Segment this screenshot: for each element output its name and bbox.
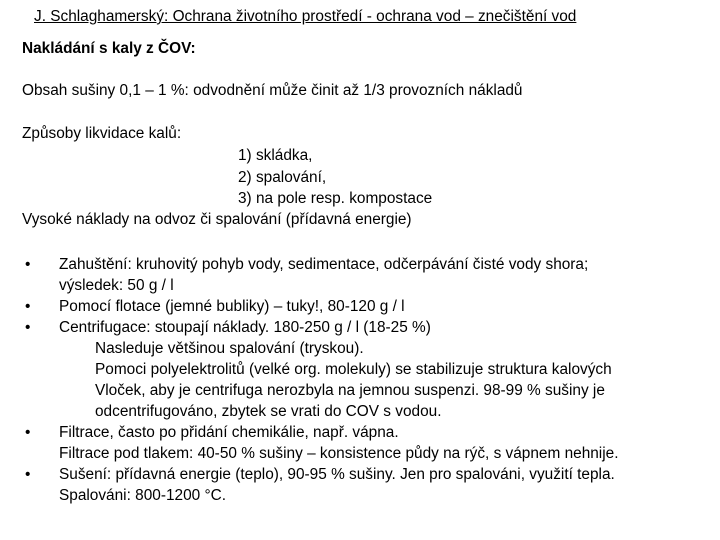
centrifugation-text: Centrifugace: stoupají náklady. 180-250 g / l (18-25 %) [59,319,431,336]
flotation-text: Pomocí flotace (jemné bubliky) – tuky!, 80-120 g / l [59,298,405,315]
list-item-flotation [22,296,717,317]
dry-matter-text: Obsah sušiny 0,1 – 1 %: odvodnění může činit až 1/3 provozních nákladů [22,82,523,99]
press-filtration-text: Filtrace pod tlakem: 40-50 % sušiny – konsistence půdy na rýč, s vápnem nehnije. [59,445,619,462]
list-item-drying [22,464,717,485]
slide-title: Nakládání s kaly z ČOV: [22,40,196,57]
incineration-text: Spalováni: 800-1200 °C. [59,487,227,504]
disposal-costs: Vysoké náklady na odvoz či spalování (přídavná energie) [22,211,412,228]
disposal-item-1: 1) skládka, [238,147,313,164]
list-item-centrifugation [22,317,717,338]
bullet-mark: • [25,424,31,441]
centrifugation-sub-line: Pomoci polyelektrolitů (velké org. molekuly) se stabilizuje struktura kalových [95,361,612,378]
disposal-heading: Způsoby likvidace kalů: [22,125,182,142]
disposal-item-2: 2) spalování, [238,169,327,186]
thickening-text: Zahuštění: kruhovitý pohyb vody, sedimentace, odčerpávání čisté vody shora; [59,256,589,273]
list-item-filtration [22,422,717,443]
bullet-mark: • [25,298,31,315]
centrifugation-sub-line: Vloček, aby je centrifuga nerozbyla na jemnou suspenzi. 98-99 % sušiny je [95,382,605,399]
methods-bullet-list [22,254,717,506]
document-header: J. Schlaghamerský: Ochrana životního prostředí - ochrana vod – znečištění vod [34,8,577,25]
bullet-mark: • [25,466,31,483]
filtration-text: Filtrace, často po přidání chemikálie, např. vápna. [59,424,399,441]
bullet-mark: • [25,319,31,336]
bullet-mark: • [25,256,31,273]
centrifugation-sub-line: odcentrifugováno, zbytek se vrati do COV s vodou. [95,403,442,420]
centrifugation-sub-line: Nasleduje většinou spalování (tryskou). [95,340,364,357]
thickening-result: výsledek: 50 g / l [59,277,174,294]
drying-text: Sušení: přídavná energie (teplo), 90-95 % sušiny. Jen pro spalováni, využití tepla. [59,466,615,483]
disposal-item-3: 3) na pole resp. kompostace [238,190,433,207]
list-item-thickening [22,254,717,275]
